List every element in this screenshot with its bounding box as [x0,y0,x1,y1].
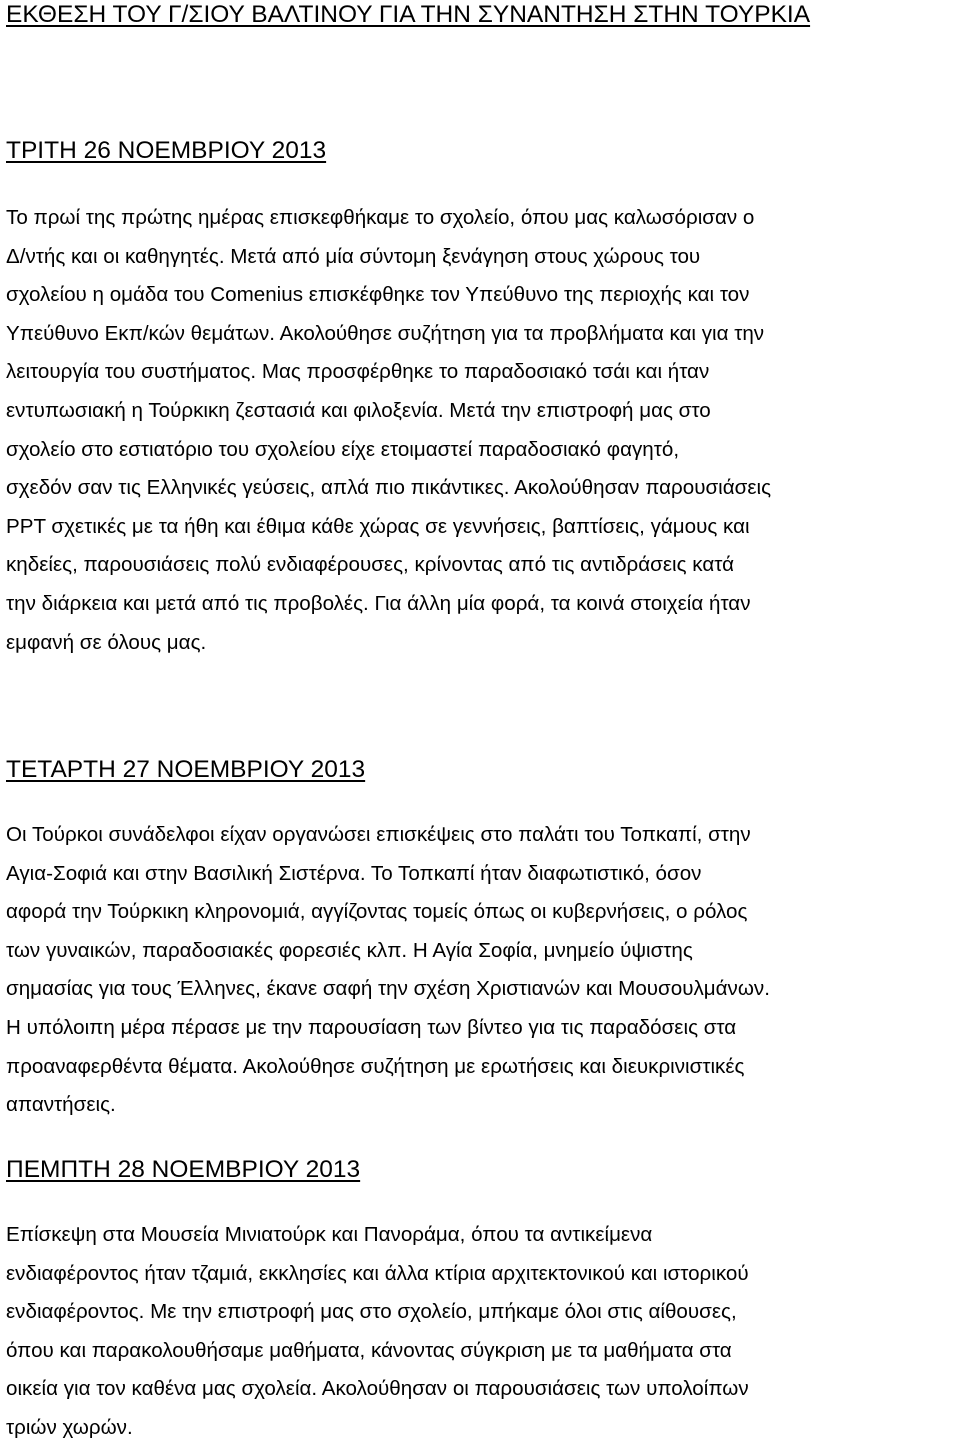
text-line: προαναφερθέντα θέματα. Ακολούθησε συζήτηση με ερωτήσεις και διευκρινιστικές [6,1054,745,1078]
text-line: Η υπόλοιπη μέρα πέρασε με την παρουσίαση των βίντεο για τις παραδόσεις στα [6,1015,737,1039]
text-line: των γυναικών, παραδοσιακές φορεσιές κλπ. Η Αγία Σοφία, μνημείο ύψιστης [6,938,693,962]
text-line: τριών χωρών. [6,1415,133,1439]
text-line: εντυπωσιακή η Τούρκικη ζεστασιά και φιλοξενία. Μετά την επιστροφή μας στο [6,398,711,422]
text-line: σχολείου η ομάδα του Comenius επισκέφθηκε τον Υπεύθυνο της περιοχής και τον [6,283,750,307]
text-line: ενδιαφέροντος. Με την επιστροφή μας στο σχολείο, μπήκαμε όλοι στις αίθουσες, [6,1300,737,1324]
text-line: Οι Τούρκοι συνάδελφοι είχαν οργανώσει επισκέψεις στο παλάτι του Τοπκαπί, στην [6,823,751,846]
section-body-thursday [6,1216,958,1448]
text-line: εμφανή σε όλους μας. [6,630,207,654]
text-line: απαντήσεις. [6,1093,116,1117]
section-heading-thursday: ΠΕΜΠΤΗ 28 ΝΟΕΜΒΡΙΟΥ 2013 [6,1156,361,1183]
text-line: σχολείο στο εστιατόριο του σχολείου είχε ετοιμαστεί παραδοσιακό φαγητό, [6,437,680,461]
text-line: κηδείες, παρουσιάσεις πολύ ενδιαφέρουσες, κρίνοντας από τις αντιδράσεις κατά [6,553,734,577]
text-line: όπου και παρακολουθήσαμε μαθήματα, κάνοντας σύγκριση με τα μαθήματα στα [6,1338,732,1362]
text-line: Το πρωί της πρώτης ημέρας επισκεφθήκαμε το σχολείο, όπου μας καλωσόρισαν ο [6,206,755,229]
section-heading-tuesday: ΤΡΙΤΗ 26 ΝΟΕΜΒΡΙΟΥ 2013 [6,137,327,164]
section-heading-wednesday: ΤΕΤΑΡΤΗ 27 ΝΟΕΜΒΡΙΟΥ 2013 [6,756,366,783]
text-line: ενδιαφέροντος ήταν τζαμιά, εκκλησίες και άλλα κτίρια αρχιτεκτονικού και ιστορικού [6,1261,749,1285]
text-line: Αγια-Σοφιά και στην Βασιλική Σιστέρνα. Το Τοπκαπί ήταν διαφωτιστικό, όσον [6,861,702,885]
document-title: ΕΚΘΕΣΗ ΤΟΥ Γ/ΣΙΟΥ ΒΑΛΤΙΝΟΥ ΓΙΑ ΤΗΝ ΣΥΝΑΝΤΗΣΗ ΣΤΗΝ ΤΟΥΡΚΙΑ [6,1,811,28]
section-body-tuesday [6,199,958,662]
text-line: Δ/ντής και οι καθηγητές. Μετά από μία σύντομη ξενάγηση στους χώρους του [6,244,701,268]
text-line: Υπεύθυνο Εκπ/κών θεμάτων. Ακολούθησε συζήτηση για τα προβλήματα και για την [6,321,765,345]
text-line: σημασίας για τους Έλληνες, έκανε σαφή την σχέση Χριστιανών και Μουσουλμάνων. [6,977,770,1001]
text-line: Επίσκεψη στα Μουσεία Μινιατούρκ και Πανοράμα, όπου τα αντικείμενα [6,1223,653,1246]
text-line: αφορά την Τούρκικη κληρονομιά, αγγίζοντας τομείς όπως οι κυβερνήσεις, ο ρόλος [6,900,748,924]
text-line: οικεία για τον καθένα μας σχολεία. Ακολούθησαν οι παρουσιάσεις των υπολοίπων [6,1377,749,1401]
section-body-wednesday [6,816,958,1125]
text-line: λειτουργία του συστήματος. Μας προσφέρθηκε το παραδοσιακό τσάι και ήταν [6,360,710,384]
text-line: σχεδόν σαν τις Ελληνικές γεύσεις, απλά πιο πικάντικες. Ακολούθησαν παρουσιάσεις [6,476,772,500]
text-line: PPT σχετικές με τα ήθη και έθιμα κάθε χώρας σε γεννήσεις, βαπτίσεις, γάμους και [6,514,750,538]
text-line: την διάρκεια και μετά από τις προβολές. Για άλλη μία φορά, τα κοινά στοιχεία ήταν [6,591,751,615]
